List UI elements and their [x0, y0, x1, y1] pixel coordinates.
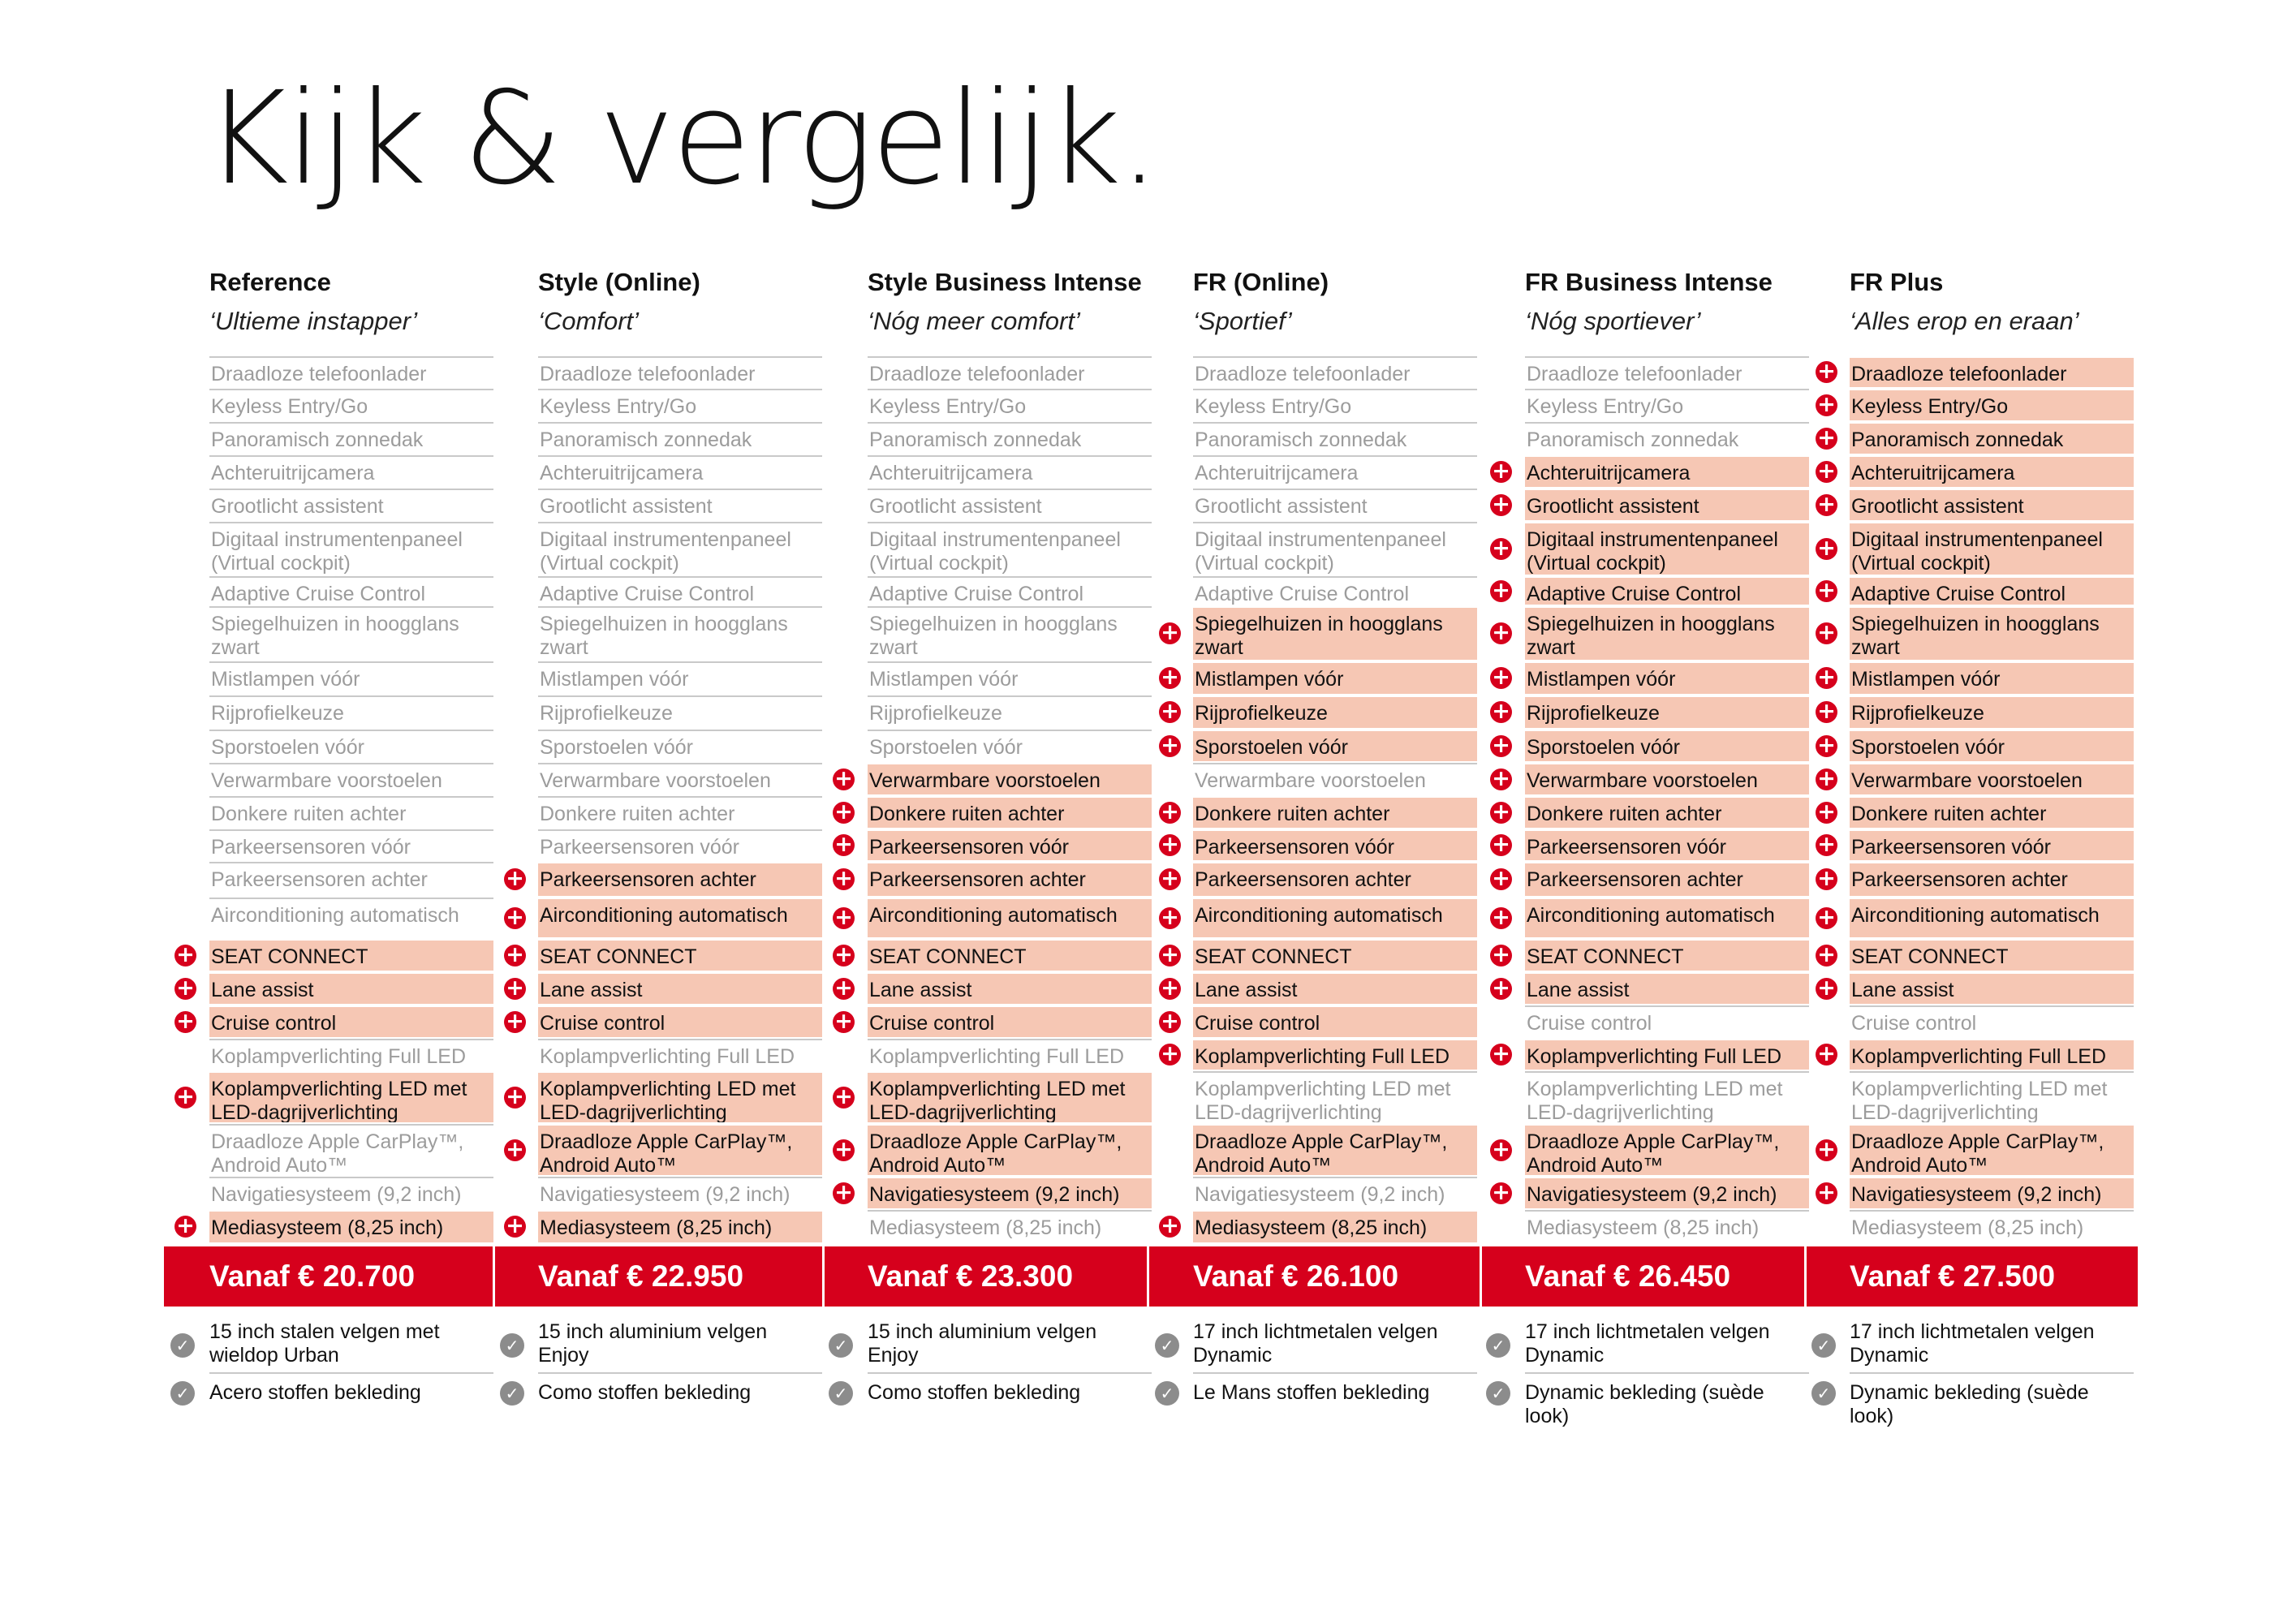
feature-cell: Rijprofielkeuze: [1193, 695, 1477, 728]
plus-circle-icon: +: [1490, 768, 1512, 790]
plus-circle-icon: +: [1159, 701, 1181, 723]
feature-cell: Navigatiesysteem (9,2 inch): [868, 1177, 1152, 1208]
price-label: Vanaf € 26.100: [1193, 1259, 1399, 1293]
plus-circle-icon: +: [1490, 907, 1512, 929]
plus-circle-icon: +: [174, 978, 196, 1000]
plus-circle-icon: +: [833, 1139, 855, 1161]
feature-cell: Rijprofielkeuze: [538, 695, 822, 728]
feature-cell: Mistlampen vóór: [209, 661, 493, 694]
check-circle-icon: ✓: [1811, 1333, 1836, 1358]
feature-cell: Navigatiesysteem (9,2 inch): [538, 1177, 822, 1208]
feature-cell: Draadloze Apple CarPlay™, Android Auto™: [1193, 1124, 1477, 1175]
plus-circle-icon: +: [1816, 978, 1837, 1000]
feature-cell: Digitaal instrumentenpaneel (Virtual cockpit): [209, 522, 493, 575]
feature-cell: Achteruitrijcamera: [868, 455, 1152, 487]
feature-cell: Mediasysteem (8,25 inch): [1850, 1210, 2134, 1242]
feature-cell: Sporstoelen vóór: [538, 730, 822, 761]
plus-circle-icon: +: [1159, 667, 1181, 689]
standard-item: 17 inch lichtmetalen velgen Dynamic: [1525, 1320, 1809, 1374]
standard-item: 17 inch lichtmetalen velgen Dynamic: [1193, 1320, 1477, 1374]
feature-cell: Achteruitrijcamera: [538, 455, 822, 487]
trim-tagline: ‘Comfort’: [538, 307, 640, 335]
plus-circle-icon: +: [1816, 1182, 1837, 1204]
plus-circle-icon: +: [504, 868, 526, 890]
feature-cell: Parkeersensoren vóór: [538, 829, 822, 860]
plus-circle-icon: +: [174, 1011, 196, 1033]
trim-name: FR Plus: [1850, 268, 1944, 296]
plus-circle-icon: +: [1816, 394, 1837, 416]
plus-circle-icon: +: [504, 907, 526, 929]
feature-cell: Panoramisch zonnedak: [1850, 422, 2134, 454]
plus-circle-icon: +: [1159, 1044, 1181, 1065]
feature-cell: Draadloze telefoonlader: [209, 356, 493, 387]
plus-circle-icon: +: [1816, 768, 1837, 790]
feature-cell: Parkeersensoren achter: [1850, 862, 2134, 896]
plus-circle-icon: +: [1816, 868, 1837, 890]
feature-cell: Digitaal instrumentenpaneel (Virtual cockpit): [538, 522, 822, 575]
feature-cell: Grootlicht assistent: [868, 489, 1152, 520]
feature-cell: Mistlampen vóór: [1525, 661, 1809, 694]
plus-circle-icon: +: [1816, 428, 1837, 450]
feature-cell: Airconditioning automatisch: [1850, 898, 2134, 937]
feature-cell: Spiegelhuizen in hoogglans zwart: [868, 606, 1152, 660]
feature-cell: Navigatiesysteem (9,2 inch): [1525, 1177, 1809, 1208]
feature-cell: Parkeersensoren vóór: [209, 829, 493, 860]
plus-circle-icon: +: [174, 1087, 196, 1109]
feature-cell: Achteruitrijcamera: [209, 455, 493, 487]
feature-cell: Achteruitrijcamera: [1850, 455, 2134, 487]
feature-cell: Sporstoelen vóór: [1193, 730, 1477, 761]
feature-cell: Cruise control: [1850, 1005, 2134, 1037]
feature-cell: Airconditioning automatisch: [868, 898, 1152, 937]
feature-cell: Keyless Entry/Go: [1193, 389, 1477, 420]
feature-cell: Spiegelhuizen in hoogglans zwart: [1850, 606, 2134, 660]
feature-cell: Donkere ruiten achter: [1193, 796, 1477, 828]
feature-cell: Koplampverlichting Full LED: [1525, 1039, 1809, 1070]
feature-cell: Rijprofielkeuze: [1850, 695, 2134, 728]
feature-cell: Koplampverlichting LED met LED-dagrijverlichting: [868, 1071, 1152, 1122]
plus-circle-icon: +: [833, 868, 855, 890]
trim-tagline: ‘Sportief’: [1193, 307, 1292, 335]
feature-cell: Verwarmbare voorstoelen: [1525, 763, 1809, 794]
feature-cell: Koplampverlichting Full LED: [538, 1039, 822, 1070]
feature-cell: Grootlicht assistent: [209, 489, 493, 520]
feature-cell: Spiegelhuizen in hoogglans zwart: [209, 606, 493, 660]
trim-name: FR (Online): [1193, 268, 1329, 296]
feature-cell: Rijprofielkeuze: [209, 695, 493, 728]
feature-cell: Airconditioning automatisch: [1193, 898, 1477, 937]
plus-circle-icon: +: [1816, 834, 1837, 856]
check-circle-icon: ✓: [500, 1381, 524, 1406]
feature-cell: Mediasysteem (8,25 inch): [209, 1210, 493, 1242]
plus-circle-icon: +: [1490, 701, 1512, 723]
feature-cell: SEAT CONNECT: [1525, 939, 1809, 971]
check-circle-icon: ✓: [1155, 1381, 1179, 1406]
plus-circle-icon: +: [1159, 1011, 1181, 1033]
plus-circle-icon: +: [833, 978, 855, 1000]
feature-cell: Digitaal instrumentenpaneel (Virtual cockpit): [1850, 522, 2134, 575]
feature-cell: Draadloze Apple CarPlay™, Android Auto™: [538, 1124, 822, 1175]
feature-cell: Draadloze telefoonlader: [1525, 356, 1809, 387]
price-label: Vanaf € 22.950: [538, 1259, 744, 1293]
feature-cell: Rijprofielkeuze: [1525, 695, 1809, 728]
feature-cell: Koplampverlichting Full LED: [1850, 1039, 2134, 1070]
feature-cell: Mistlampen vóór: [1850, 661, 2134, 694]
feature-cell: Verwarmbare voorstoelen: [1850, 763, 2134, 794]
plus-circle-icon: +: [833, 1087, 855, 1109]
standard-item: 15 inch stalen velgen met wieldop Urban: [209, 1320, 493, 1374]
feature-cell: Koplampverlichting LED met LED-dagrijverlichting: [209, 1071, 493, 1122]
check-circle-icon: ✓: [829, 1381, 853, 1406]
page-title: Kijk & vergelijk.: [205, 64, 1157, 213]
standard-item: Como stoffen bekleding: [538, 1381, 752, 1404]
feature-cell: Adaptive Cruise Control: [1525, 576, 1809, 605]
trim-name: Style (Online): [538, 268, 700, 296]
feature-cell: Sporstoelen vóór: [868, 730, 1152, 761]
feature-cell: Panoramisch zonnedak: [1525, 422, 1809, 454]
feature-cell: Parkeersensoren vóór: [1525, 829, 1809, 860]
plus-circle-icon: +: [1490, 802, 1512, 824]
feature-cell: Digitaal instrumentenpaneel (Virtual cockpit): [1525, 522, 1809, 575]
feature-cell: Mediasysteem (8,25 inch): [868, 1210, 1152, 1242]
feature-cell: Navigatiesysteem (9,2 inch): [1850, 1177, 2134, 1208]
feature-cell: Grootlicht assistent: [538, 489, 822, 520]
feature-cell: Panoramisch zonnedak: [538, 422, 822, 454]
feature-cell: Parkeersensoren achter: [209, 862, 493, 896]
feature-cell: Sporstoelen vóór: [1525, 730, 1809, 761]
feature-cell: Draadloze Apple CarPlay™, Android Auto™: [1525, 1124, 1809, 1175]
feature-cell: Donkere ruiten achter: [1850, 796, 2134, 828]
feature-cell: Verwarmbare voorstoelen: [538, 763, 822, 794]
feature-cell: Navigatiesysteem (9,2 inch): [1193, 1177, 1477, 1208]
plus-circle-icon: +: [833, 945, 855, 966]
feature-cell: Parkeersensoren achter: [1193, 862, 1477, 896]
feature-cell: Achteruitrijcamera: [1525, 455, 1809, 487]
price-divider: [1480, 1246, 1482, 1307]
feature-cell: Donkere ruiten achter: [1525, 796, 1809, 828]
check-circle-icon: ✓: [1811, 1381, 1836, 1406]
feature-cell: Verwarmbare voorstoelen: [1193, 763, 1477, 794]
feature-cell: Koplampverlichting LED met LED-dagrijverlichting: [1193, 1071, 1477, 1122]
plus-circle-icon: +: [1816, 667, 1837, 689]
feature-cell: Draadloze Apple CarPlay™, Android Auto™: [1850, 1124, 2134, 1175]
feature-cell: Keyless Entry/Go: [209, 389, 493, 420]
feature-cell: Mistlampen vóór: [868, 661, 1152, 694]
plus-circle-icon: +: [1816, 907, 1837, 929]
feature-cell: Grootlicht assistent: [1193, 489, 1477, 520]
feature-cell: Lane assist: [1525, 972, 1809, 1004]
feature-cell: SEAT CONNECT: [868, 939, 1152, 971]
plus-circle-icon: +: [1816, 945, 1837, 966]
feature-cell: Donkere ruiten achter: [209, 796, 493, 828]
feature-cell: Adaptive Cruise Control: [1850, 576, 2134, 605]
standard-item: 17 inch lichtmetalen velgen Dynamic: [1850, 1320, 2134, 1374]
plus-circle-icon: +: [1816, 580, 1837, 602]
standard-item: Dynamic bekleding (suède look): [1850, 1381, 2089, 1427]
feature-cell: Cruise control: [868, 1005, 1152, 1037]
plus-circle-icon: +: [833, 1182, 855, 1204]
plus-circle-icon: +: [1816, 622, 1837, 644]
feature-cell: Lane assist: [538, 972, 822, 1004]
feature-cell: Cruise control: [1525, 1005, 1809, 1037]
plus-circle-icon: +: [504, 1139, 526, 1161]
feature-cell: Koplampverlichting LED met LED-dagrijverlichting: [538, 1071, 822, 1122]
plus-circle-icon: +: [1816, 461, 1837, 483]
feature-cell: Mediasysteem (8,25 inch): [1193, 1210, 1477, 1242]
feature-cell: Adaptive Cruise Control: [538, 576, 822, 605]
feature-cell: Cruise control: [1193, 1005, 1477, 1037]
feature-cell: Parkeersensoren achter: [538, 862, 822, 896]
price-label: Vanaf € 27.500: [1850, 1259, 2056, 1293]
plus-circle-icon: +: [1490, 1139, 1512, 1161]
feature-cell: Keyless Entry/Go: [1525, 389, 1809, 420]
check-circle-icon: ✓: [170, 1381, 195, 1406]
feature-cell: Parkeersensoren vóór: [868, 829, 1152, 860]
feature-cell: Airconditioning automatisch: [538, 898, 822, 937]
plus-circle-icon: +: [1490, 735, 1512, 757]
feature-cell: Grootlicht assistent: [1525, 489, 1809, 520]
plus-circle-icon: +: [1490, 978, 1512, 1000]
plus-circle-icon: +: [1159, 834, 1181, 856]
feature-cell: Draadloze telefoonlader: [1850, 356, 2134, 387]
feature-cell: Airconditioning automatisch: [209, 898, 493, 937]
plus-circle-icon: +: [504, 1011, 526, 1033]
feature-cell: Koplampverlichting Full LED: [868, 1039, 1152, 1070]
feature-cell: Panoramisch zonnedak: [1193, 422, 1477, 454]
plus-circle-icon: +: [1816, 802, 1837, 824]
feature-cell: Spiegelhuizen in hoogglans zwart: [538, 606, 822, 660]
price-divider: [1147, 1246, 1149, 1307]
price-label: Vanaf € 26.450: [1525, 1259, 1731, 1293]
feature-cell: Sporstoelen vóór: [209, 730, 493, 761]
trim-name: FR Business Intense: [1525, 268, 1773, 296]
trim-tagline: ‘Alles erop en eraan’: [1850, 307, 2079, 335]
standard-item: 15 inch aluminium velgen Enjoy: [868, 1320, 1152, 1374]
plus-circle-icon: +: [1159, 622, 1181, 644]
standard-item: Le Mans stoffen bekleding: [1193, 1381, 1430, 1404]
feature-cell: Parkeersensoren achter: [868, 862, 1152, 896]
trim-tagline: ‘Ultieme instapper’: [209, 307, 418, 335]
feature-cell: SEAT CONNECT: [1850, 939, 2134, 971]
feature-cell: Keyless Entry/Go: [868, 389, 1152, 420]
feature-cell: Adaptive Cruise Control: [868, 576, 1152, 605]
plus-circle-icon: +: [1816, 494, 1837, 516]
plus-circle-icon: +: [1490, 834, 1512, 856]
feature-cell: Draadloze telefoonlader: [868, 356, 1152, 387]
plus-circle-icon: +: [1159, 1216, 1181, 1238]
feature-cell: Adaptive Cruise Control: [1193, 576, 1477, 605]
feature-cell: Keyless Entry/Go: [538, 389, 822, 420]
feature-cell: Draadloze Apple CarPlay™, Android Auto™: [209, 1124, 493, 1175]
feature-cell: Donkere ruiten achter: [538, 796, 822, 828]
price-divider: [493, 1246, 495, 1307]
plus-circle-icon: +: [1490, 1044, 1512, 1065]
feature-cell: SEAT CONNECT: [1193, 939, 1477, 971]
plus-circle-icon: +: [504, 1087, 526, 1109]
feature-cell: Lane assist: [1850, 972, 2134, 1004]
plus-circle-icon: +: [1816, 1139, 1837, 1161]
plus-circle-icon: +: [1159, 945, 1181, 966]
feature-cell: Spiegelhuizen in hoogglans zwart: [1193, 606, 1477, 660]
plus-circle-icon: +: [504, 945, 526, 966]
feature-cell: Koplampverlichting Full LED: [209, 1039, 493, 1070]
standard-item: Acero stoffen bekleding: [209, 1381, 421, 1404]
plus-circle-icon: +: [1490, 1182, 1512, 1204]
feature-cell: Koplampverlichting LED met LED-dagrijverlichting: [1850, 1071, 2134, 1122]
feature-cell: Digitaal instrumentenpaneel (Virtual cockpit): [868, 522, 1152, 575]
feature-cell: SEAT CONNECT: [209, 939, 493, 971]
price-divider: [822, 1246, 825, 1307]
check-circle-icon: ✓: [1486, 1381, 1510, 1406]
price-bar: [164, 1246, 2138, 1307]
plus-circle-icon: +: [833, 1011, 855, 1033]
feature-cell: Parkeersensoren vóór: [1850, 829, 2134, 860]
feature-cell: Rijprofielkeuze: [868, 695, 1152, 728]
price-label: Vanaf € 23.300: [868, 1259, 1074, 1293]
plus-circle-icon: +: [1816, 361, 1837, 383]
plus-circle-icon: +: [1816, 701, 1837, 723]
plus-circle-icon: +: [1816, 735, 1837, 757]
plus-circle-icon: +: [1490, 580, 1512, 602]
plus-circle-icon: +: [1816, 538, 1837, 560]
feature-cell: Mediasysteem (8,25 inch): [538, 1210, 822, 1242]
feature-cell: Draadloze Apple CarPlay™, Android Auto™: [868, 1124, 1152, 1175]
plus-circle-icon: +: [1159, 907, 1181, 929]
feature-cell: Donkere ruiten achter: [868, 796, 1152, 828]
plus-circle-icon: +: [833, 907, 855, 929]
feature-cell: Airconditioning automatisch: [1525, 898, 1809, 937]
feature-cell: Mistlampen vóór: [1193, 661, 1477, 694]
feature-cell: Spiegelhuizen in hoogglans zwart: [1525, 606, 1809, 660]
feature-cell: Panoramisch zonnedak: [209, 422, 493, 454]
feature-cell: Verwarmbare voorstoelen: [209, 763, 493, 794]
price-label: Vanaf € 20.700: [209, 1259, 416, 1293]
feature-cell: Koplampverlichting Full LED: [1193, 1039, 1477, 1070]
standard-item: Como stoffen bekleding: [868, 1381, 1081, 1404]
plus-circle-icon: +: [174, 1216, 196, 1238]
plus-circle-icon: +: [1816, 1044, 1837, 1065]
feature-cell: Mistlampen vóór: [538, 661, 822, 694]
feature-cell: Keyless Entry/Go: [1850, 389, 2134, 420]
check-circle-icon: ✓: [1155, 1333, 1179, 1358]
standard-item: Dynamic bekleding (suède look): [1525, 1381, 1764, 1427]
feature-cell: Mediasysteem (8,25 inch): [1525, 1210, 1809, 1242]
plus-circle-icon: +: [1159, 802, 1181, 824]
standard-item: 15 inch aluminium velgen Enjoy: [538, 1320, 822, 1374]
plus-circle-icon: +: [1490, 945, 1512, 966]
plus-circle-icon: +: [1490, 868, 1512, 890]
feature-cell: Adaptive Cruise Control: [209, 576, 493, 605]
trim-name: Reference: [209, 268, 331, 296]
plus-circle-icon: +: [1490, 538, 1512, 560]
feature-cell: Achteruitrijcamera: [1193, 455, 1477, 487]
feature-cell: Lane assist: [1193, 972, 1477, 1004]
feature-cell: Cruise control: [538, 1005, 822, 1037]
feature-cell: Koplampverlichting LED met LED-dagrijverlichting: [1525, 1071, 1809, 1122]
plus-circle-icon: +: [833, 768, 855, 790]
trim-tagline: ‘Nóg sportiever’: [1525, 307, 1701, 335]
plus-circle-icon: +: [833, 834, 855, 856]
plus-circle-icon: +: [1490, 667, 1512, 689]
feature-cell: Lane assist: [209, 972, 493, 1004]
check-circle-icon: ✓: [1486, 1333, 1510, 1358]
plus-circle-icon: +: [504, 1216, 526, 1238]
plus-circle-icon: +: [1159, 868, 1181, 890]
trim-name: Style Business Intense: [868, 268, 1142, 296]
plus-circle-icon: +: [504, 978, 526, 1000]
check-circle-icon: ✓: [500, 1333, 524, 1358]
feature-cell: Grootlicht assistent: [1850, 489, 2134, 520]
feature-cell: Panoramisch zonnedak: [868, 422, 1152, 454]
plus-circle-icon: +: [1159, 735, 1181, 757]
price-divider: [1804, 1246, 1807, 1307]
plus-circle-icon: +: [174, 945, 196, 966]
plus-circle-icon: +: [1490, 622, 1512, 644]
check-circle-icon: ✓: [829, 1333, 853, 1358]
feature-cell: Draadloze telefoonlader: [1193, 356, 1477, 387]
feature-cell: Cruise control: [209, 1005, 493, 1037]
feature-cell: SEAT CONNECT: [538, 939, 822, 971]
check-circle-icon: ✓: [170, 1333, 195, 1358]
feature-cell: Digitaal instrumentenpaneel (Virtual cockpit): [1193, 522, 1477, 575]
plus-circle-icon: +: [1490, 494, 1512, 516]
plus-circle-icon: +: [1159, 978, 1181, 1000]
feature-cell: Sporstoelen vóór: [1850, 730, 2134, 761]
feature-cell: Parkeersensoren achter: [1525, 862, 1809, 896]
feature-cell: Parkeersensoren vóór: [1193, 829, 1477, 860]
plus-circle-icon: +: [1490, 461, 1512, 483]
plus-circle-icon: +: [833, 802, 855, 824]
feature-cell: Draadloze telefoonlader: [538, 356, 822, 387]
trim-tagline: ‘Nóg meer comfort’: [868, 307, 1080, 335]
feature-cell: Verwarmbare voorstoelen: [868, 763, 1152, 794]
feature-cell: Navigatiesysteem (9,2 inch): [209, 1177, 493, 1208]
feature-cell: Lane assist: [868, 972, 1152, 1004]
